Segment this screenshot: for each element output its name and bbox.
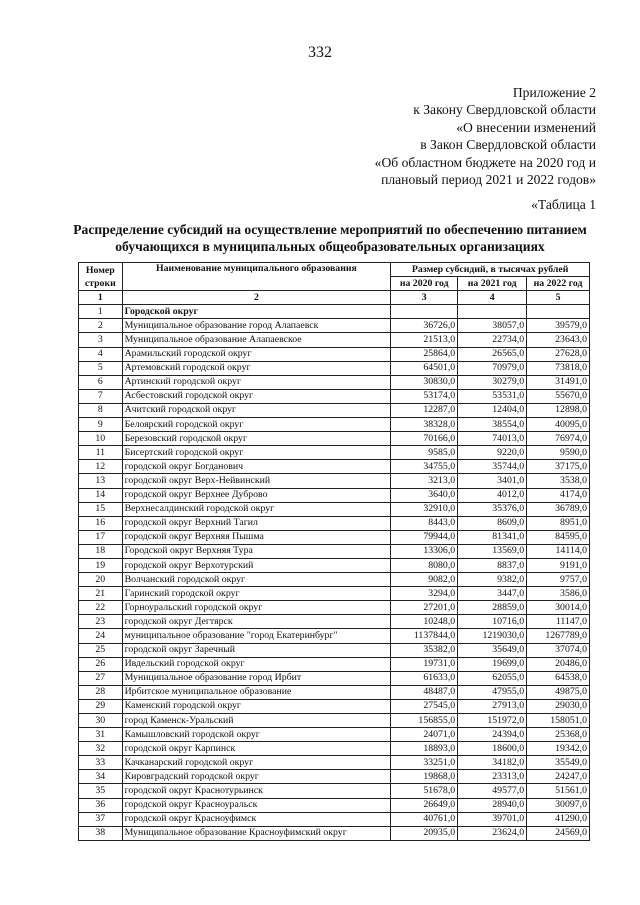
table-row: [79, 770, 590, 784]
subsidy-2022-cell: 31491,0: [527, 375, 590, 389]
subsidy-2022-cell: 76974,0: [527, 432, 590, 446]
subsidy-2022-cell: 8951,0: [527, 516, 590, 530]
table-row: [79, 544, 590, 558]
row-number-cell: 31: [79, 728, 123, 742]
subsidy-2020-cell: 35382,0: [391, 643, 458, 657]
subsidy-2021-cell: 62055,0: [458, 671, 527, 685]
municipality-name-cell: Муниципальное образование город Алапаевск: [122, 319, 391, 333]
subsidy-2020-cell: 19868,0: [391, 770, 458, 784]
subsidy-2022-cell: 84595,0: [527, 530, 590, 544]
subsidy-2022-cell: 9191,0: [527, 558, 590, 572]
subsidy-2020-cell: 40761,0: [391, 812, 458, 826]
subsidy-2020-cell: 13306,0: [391, 544, 458, 558]
municipality-name-cell: Кировградский городской округ: [122, 770, 391, 784]
row-number-cell: 4: [79, 347, 123, 361]
table-row: [79, 629, 590, 643]
row-number-cell: 21: [79, 587, 123, 601]
municipality-name-cell: Муниципальное образование Алапаевское: [122, 333, 391, 347]
subsidy-2021-cell: 3401,0: [458, 474, 527, 488]
subsidy-2020-cell: 19731,0: [391, 657, 458, 671]
subsidy-2022-cell: 55670,0: [527, 389, 590, 403]
municipality-name-cell: Артинский городской округ: [122, 375, 391, 389]
row-number-cell: 23: [79, 615, 123, 629]
row-number-cell: 3: [79, 333, 123, 347]
subsidy-2021-cell: 30279,0: [458, 375, 527, 389]
column-number: 1: [79, 291, 123, 305]
title-line: обучающихся в муниципальных общеобразовательных организациях: [115, 239, 545, 254]
subsidy-2021-cell: 34182,0: [458, 756, 527, 770]
row-number-cell: 16: [79, 516, 123, 530]
row-number-cell: 1: [79, 305, 123, 319]
table-row: [79, 699, 590, 713]
municipality-name-cell: городской округ Богданович: [122, 460, 391, 474]
subsidy-2021-cell: 151972,0: [458, 714, 527, 728]
subsidy-2021-cell: 8837,0: [458, 558, 527, 572]
table-row: [79, 601, 590, 615]
subsidy-2022-cell: 36789,0: [527, 502, 590, 516]
municipality-name-cell: Гаринский городской округ: [122, 587, 391, 601]
municipality-name-cell: Асбестовский городской округ: [122, 389, 391, 403]
subsidy-2021-cell: 81341,0: [458, 530, 527, 544]
table-row: [79, 403, 590, 417]
subsidy-2021-cell: 8609,0: [458, 516, 527, 530]
table-row: [79, 671, 590, 685]
subsidy-2021-cell: 3447,0: [458, 587, 527, 601]
subsidy-2020-cell: 33251,0: [391, 756, 458, 770]
subsidy-2021-cell: 19699,0: [458, 657, 527, 671]
header-year-2022: на 2022 год: [527, 277, 590, 291]
municipality-name-cell: Городской округ: [122, 305, 391, 319]
municipality-name-cell: Камышловский городской округ: [122, 728, 391, 742]
row-number-cell: 28: [79, 685, 123, 699]
row-number-cell: 34: [79, 770, 123, 784]
subsidy-2021-cell: 35649,0: [458, 643, 527, 657]
municipality-name-cell: городской округ Верхняя Пышма: [122, 530, 391, 544]
subsidy-2020-cell: 70166,0: [391, 432, 458, 446]
subsidy-2022-cell: 49875,0: [527, 685, 590, 699]
table-row: [79, 474, 590, 488]
subsidy-2020-cell: 12287,0: [391, 403, 458, 417]
row-number-cell: 30: [79, 714, 123, 728]
appendix-line: «Об областном бюджете на 2020 год и: [374, 154, 596, 170]
row-number-cell: 13: [79, 474, 123, 488]
subsidy-2021-cell: 53531,0: [458, 389, 527, 403]
municipality-name-cell: городской округ Верхний Тагил: [122, 516, 391, 530]
document-title: [60, 221, 600, 255]
subsidy-2022-cell: 40095,0: [527, 418, 590, 432]
row-number-cell: 17: [79, 530, 123, 544]
table-row: [79, 333, 590, 347]
row-number-cell: 22: [79, 601, 123, 615]
municipality-name-cell: городской округ Дегтярск: [122, 615, 391, 629]
row-number-cell: 36: [79, 798, 123, 812]
table-row: [79, 432, 590, 446]
municipality-name-cell: городской округ Верх-Нейвинский: [122, 474, 391, 488]
subsidy-2022-cell: 24247,0: [527, 770, 590, 784]
row-number-cell: 32: [79, 742, 123, 756]
subsidy-2021-cell: 18600,0: [458, 742, 527, 756]
municipality-name-cell: Березовский городской округ: [122, 432, 391, 446]
header-amount: Размер субсидий, в тысячах рублей: [391, 263, 590, 277]
column-number: 5: [527, 291, 590, 305]
subsidy-2022-cell: 37175,0: [527, 460, 590, 474]
subsidy-2022-cell: [527, 305, 590, 319]
table-row: [79, 488, 590, 502]
municipality-name-cell: Арамильский городской округ: [122, 347, 391, 361]
municipality-name-cell: городской округ Карпинск: [122, 742, 391, 756]
subsidy-2020-cell: 3213,0: [391, 474, 458, 488]
subsidy-2022-cell: 73818,0: [527, 361, 590, 375]
municipality-name-cell: Качканарский городской округ: [122, 756, 391, 770]
subsidy-2022-cell: 51561,0: [527, 784, 590, 798]
table-row: [79, 375, 590, 389]
subsidy-2020-cell: 3640,0: [391, 488, 458, 502]
column-number: 4: [458, 291, 527, 305]
subsidy-2021-cell: 10716,0: [458, 615, 527, 629]
subsidy-2022-cell: 3586,0: [527, 587, 590, 601]
subsidy-2022-cell: 30014,0: [527, 601, 590, 615]
appendix-line: плановый период 2021 и 2022 годов»: [381, 172, 596, 188]
subsidy-2021-cell: 9220,0: [458, 446, 527, 460]
table-row: [79, 728, 590, 742]
row-number-cell: 2: [79, 319, 123, 333]
table-row: [79, 685, 590, 699]
subsidy-2021-cell: 4012,0: [458, 488, 527, 502]
subsidy-2021-cell: [458, 305, 527, 319]
subsidy-2020-cell: 27545,0: [391, 699, 458, 713]
subsidy-2022-cell: 64538,0: [527, 671, 590, 685]
subsidy-2020-cell: 51678,0: [391, 784, 458, 798]
row-number-cell: 25: [79, 643, 123, 657]
municipality-name-cell: Городской округ Верхняя Тура: [122, 544, 391, 558]
subsidy-2020-cell: 27201,0: [391, 601, 458, 615]
subsidy-2022-cell: 39579,0: [527, 319, 590, 333]
table-row: [79, 714, 590, 728]
subsidy-2021-cell: 9382,0: [458, 573, 527, 587]
municipality-name-cell: городской округ Верхотурский: [122, 558, 391, 572]
subsidy-2021-cell: 23624,0: [458, 826, 527, 840]
table-row: [79, 615, 590, 629]
subsidy-2020-cell: 79944,0: [391, 530, 458, 544]
table-row: [79, 319, 590, 333]
subsidy-2020-cell: 36726,0: [391, 319, 458, 333]
row-number-cell: 29: [79, 699, 123, 713]
subsidy-2021-cell: 24394,0: [458, 728, 527, 742]
row-number-cell: 35: [79, 784, 123, 798]
header-row-number: Номер строки: [79, 263, 123, 291]
municipality-name-cell: городской округ Красноуфимск: [122, 812, 391, 826]
municipality-name-cell: Бисертский городской округ: [122, 446, 391, 460]
subsidy-2020-cell: 10248,0: [391, 615, 458, 629]
subsidy-2021-cell: 26565,0: [458, 347, 527, 361]
appendix-line: «О внесении изменений: [456, 119, 596, 135]
table-row: [79, 446, 590, 460]
subsidy-2022-cell: 35549,0: [527, 756, 590, 770]
subsidy-2021-cell: 13569,0: [458, 544, 527, 558]
header-name: Наименование муниципального образования: [122, 263, 391, 291]
subsidy-2021-cell: 38554,0: [458, 418, 527, 432]
column-number: 3: [391, 291, 458, 305]
subsidy-2022-cell: 19342,0: [527, 742, 590, 756]
municipality-name-cell: Ачитский городской округ: [122, 403, 391, 417]
page-number: 332: [308, 44, 332, 61]
subsidy-2020-cell: 20935,0: [391, 826, 458, 840]
municipality-name-cell: Горноуральский городской округ: [122, 601, 391, 615]
subsidy-2022-cell: 12898,0: [527, 403, 590, 417]
table-row: [79, 756, 590, 770]
subsidy-2021-cell: 22734,0: [458, 333, 527, 347]
subsidy-2022-cell: 158051,0: [527, 714, 590, 728]
subsidy-2020-cell: 3294,0: [391, 587, 458, 601]
appendix-line: Приложение 2: [512, 85, 596, 100]
row-number-cell: 5: [79, 361, 123, 375]
table-row: [79, 305, 590, 319]
municipality-name-cell: Ивдельский городской округ: [122, 657, 391, 671]
subsidy-2022-cell: 14114,0: [527, 544, 590, 558]
row-number-cell: 10: [79, 432, 123, 446]
table-row: [79, 389, 590, 403]
subsidy-2021-cell: 23313,0: [458, 770, 527, 784]
municipality-name-cell: Белоярский городской округ: [122, 418, 391, 432]
appendix-block: [375, 84, 596, 188]
subsidy-2020-cell: 61633,0: [391, 671, 458, 685]
municipality-name-cell: Верхнесалдинский городской округ: [122, 502, 391, 516]
subsidy-2022-cell: 1267789,0: [527, 629, 590, 643]
table-row: [79, 657, 590, 671]
subsidy-2021-cell: 12404,0: [458, 403, 527, 417]
row-number-cell: 27: [79, 671, 123, 685]
row-number-cell: 15: [79, 502, 123, 516]
row-number-cell: 7: [79, 389, 123, 403]
subsidy-2020-cell: 26649,0: [391, 798, 458, 812]
subsidy-2021-cell: 39701,0: [458, 812, 527, 826]
subsidy-2021-cell: 28940,0: [458, 798, 527, 812]
subsidies-table: [78, 262, 590, 841]
row-number-cell: 12: [79, 460, 123, 474]
subsidy-2022-cell: 25368,0: [527, 728, 590, 742]
subsidy-2020-cell: 9585,0: [391, 446, 458, 460]
row-number-cell: 19: [79, 558, 123, 572]
subsidy-2021-cell: 47955,0: [458, 685, 527, 699]
subsidy-2021-cell: 28859,0: [458, 601, 527, 615]
municipality-name-cell: муниципальное образование "город Екатеринбург": [122, 629, 391, 643]
subsidy-2022-cell: 30097,0: [527, 798, 590, 812]
municipality-name-cell: городской округ Заречный: [122, 643, 391, 657]
table-row: [79, 347, 590, 361]
subsidy-2021-cell: 38057,0: [458, 319, 527, 333]
subsidy-2020-cell: [391, 305, 458, 319]
subsidy-2020-cell: 18893,0: [391, 742, 458, 756]
subsidy-2022-cell: 9590,0: [527, 446, 590, 460]
subsidy-2020-cell: 48487,0: [391, 685, 458, 699]
subsidy-2022-cell: 20486,0: [527, 657, 590, 671]
subsidy-2022-cell: 11147,0: [527, 615, 590, 629]
subsidy-2020-cell: 38328,0: [391, 418, 458, 432]
municipality-name-cell: Муниципальное образование Красноуфимский округ: [122, 826, 391, 840]
subsidy-2022-cell: 41290,0: [527, 812, 590, 826]
row-number-cell: 8: [79, 403, 123, 417]
subsidy-2020-cell: 9082,0: [391, 573, 458, 587]
municipality-name-cell: город Каменск-Уральский: [122, 714, 391, 728]
municipality-name-cell: Каменский городской округ: [122, 699, 391, 713]
table-row: [79, 418, 590, 432]
subsidy-2020-cell: 32910,0: [391, 502, 458, 516]
subsidy-2020-cell: 30830,0: [391, 375, 458, 389]
table-row: [79, 558, 590, 572]
row-number-cell: 14: [79, 488, 123, 502]
table-row: [79, 798, 590, 812]
table-header: [79, 263, 590, 305]
table-row: [79, 587, 590, 601]
subsidy-2020-cell: 34755,0: [391, 460, 458, 474]
table-row: [79, 784, 590, 798]
municipality-name-cell: Артемовский городской округ: [122, 361, 391, 375]
subsidy-2022-cell: 27628,0: [527, 347, 590, 361]
table-row: [79, 516, 590, 530]
municipality-name-cell: Волчанский городской округ: [122, 573, 391, 587]
table-row: [79, 573, 590, 587]
subsidy-2022-cell: 9757,0: [527, 573, 590, 587]
subsidy-2021-cell: 27913,0: [458, 699, 527, 713]
table-row: [79, 643, 590, 657]
table-row: [79, 530, 590, 544]
subsidy-2020-cell: 1137844,0: [391, 629, 458, 643]
subsidy-2020-cell: 8080,0: [391, 558, 458, 572]
subsidy-2020-cell: 8443,0: [391, 516, 458, 530]
municipality-name-cell: Ирбитское муниципальное образование: [122, 685, 391, 699]
column-number: 2: [122, 291, 391, 305]
subsidy-2022-cell: 29030,0: [527, 699, 590, 713]
subsidy-2020-cell: 24071,0: [391, 728, 458, 742]
subsidy-2020-cell: 156855,0: [391, 714, 458, 728]
appendix-line: в Закон Свердловской области: [420, 137, 596, 153]
municipality-name-cell: городской округ Верхнее Дуброво: [122, 488, 391, 502]
row-number-cell: 6: [79, 375, 123, 389]
table-row: [79, 460, 590, 474]
subsidy-2020-cell: 25864,0: [391, 347, 458, 361]
row-number-cell: 11: [79, 446, 123, 460]
table-row: [79, 812, 590, 826]
row-number-cell: 24: [79, 629, 123, 643]
subsidy-2022-cell: 37074,0: [527, 643, 590, 657]
subsidy-2021-cell: 74013,0: [458, 432, 527, 446]
subsidy-2022-cell: 24569,0: [527, 826, 590, 840]
table-row: [79, 826, 590, 840]
subsidy-2022-cell: 23643,0: [527, 333, 590, 347]
table-row: [79, 502, 590, 516]
subsidy-2021-cell: 35376,0: [458, 502, 527, 516]
title-line: Распределение субсидий на осуществление мероприятий по обеспечению питанием: [73, 222, 587, 237]
row-number-cell: 37: [79, 812, 123, 826]
subsidy-2021-cell: 49577,0: [458, 784, 527, 798]
municipality-name-cell: городской округ Красноуральск: [122, 798, 391, 812]
subsidy-2022-cell: 4174,0: [527, 488, 590, 502]
subsidy-2021-cell: 70979,0: [458, 361, 527, 375]
row-number-cell: 38: [79, 826, 123, 840]
subsidy-2021-cell: 1219030,0: [458, 629, 527, 643]
header-year-2021: на 2021 год: [458, 277, 527, 291]
appendix-line: к Закону Свердловской области: [413, 102, 596, 118]
table-row: [79, 361, 590, 375]
table-body: [79, 305, 590, 841]
row-number-cell: 9: [79, 418, 123, 432]
row-number-cell: 18: [79, 544, 123, 558]
header-year-2020: на 2020 год: [391, 277, 458, 291]
subsidy-2022-cell: 3538,0: [527, 474, 590, 488]
subsidy-2020-cell: 21513,0: [391, 333, 458, 347]
table-row: [79, 742, 590, 756]
subsidy-2021-cell: 35744,0: [458, 460, 527, 474]
row-number-cell: 26: [79, 657, 123, 671]
row-number-cell: 20: [79, 573, 123, 587]
subsidy-2020-cell: 53174,0: [391, 389, 458, 403]
row-number-cell: 33: [79, 756, 123, 770]
municipality-name-cell: Муниципальное образование город Ирбит: [122, 671, 391, 685]
subsidy-2020-cell: 64501,0: [391, 361, 458, 375]
municipality-name-cell: городской округ Краснотурьинск: [122, 784, 391, 798]
table-label: «Таблица 1: [531, 197, 596, 212]
